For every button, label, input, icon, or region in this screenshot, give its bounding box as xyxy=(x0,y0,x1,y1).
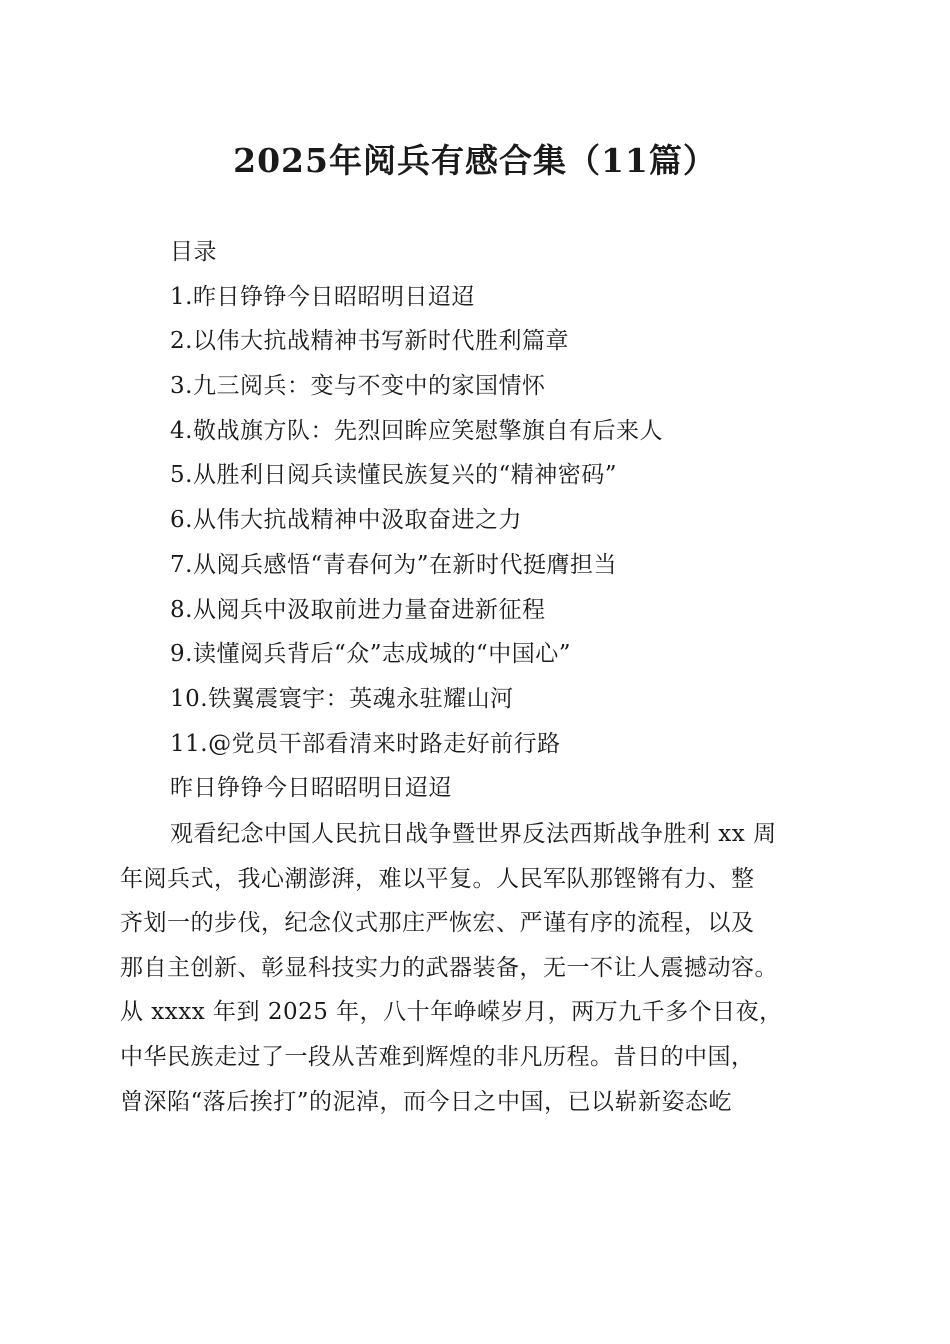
toc-item-9: 9.读懂阅兵背后“众”志成城的“中国心” xyxy=(170,641,571,668)
paragraph-line: 从 xxxx 年到 2025 年，八十年峥嵘岁月，两万九千多个日夜， xyxy=(120,999,783,1026)
toc-item-6: 6.从伟大抗战精神中汲取奋进之力 xyxy=(170,507,522,534)
paragraph-line: 年阅兵式，我心潮澎湃，难以平复。人民军队那铿锵有力、整 xyxy=(120,865,755,892)
toc-item-2: 2.以伟大抗战精神书写新时代胜利篇章 xyxy=(170,328,569,355)
toc-heading: 目录 xyxy=(170,239,217,265)
table-of-contents xyxy=(170,230,870,811)
toc-item-4: 4.敬战旗方队：先烈回眸应笑慰擎旗自有后来人 xyxy=(170,417,663,444)
paragraph-line: 那自主创新、彰显科技实力的武器装备，无一不让人震撼动容。 xyxy=(120,954,778,981)
body-paragraph xyxy=(120,812,835,1124)
paragraph-line: 中华民族走过了一段从苦难到辉煌的非凡历程。昔日的中国， xyxy=(120,1043,755,1070)
toc-item-3: 3.九三阅兵：变与不变中的家国情怀 xyxy=(170,373,546,400)
toc-item-10: 10.铁翼震寰宇：英魂永驻耀山河 xyxy=(170,685,514,712)
paragraph-line: 曾深陷“落后挨打”的泥淖，而今日之中国，已以崭新姿态屹 xyxy=(120,1088,733,1115)
toc-item-1: 1.昨日铮铮今日昭昭明日迢迢 xyxy=(170,283,475,310)
toc-item-7: 7.从阅兵感悟“青春何为”在新时代挺膺担当 xyxy=(170,551,617,578)
toc-item-5: 5.从胜利日阅兵读懂民族复兴的“精神密码” xyxy=(170,462,617,489)
toc-item-11: 11.@党员干部看清来时路走好前行路 xyxy=(170,730,561,757)
document-title: 2025年阅兵有感合集（11篇） xyxy=(233,141,717,180)
toc-item-8: 8.从阅兵中汲取前进力量奋进新征程 xyxy=(170,596,546,623)
paragraph-line: 观看纪念中国人民抗日战争暨世界反法西斯战争胜利 xx 周 xyxy=(170,821,777,847)
paragraph-line: 齐划一的步伐，纪念仪式那庄严恢宏、严谨有序的流程，以及 xyxy=(120,910,755,937)
section-title: 昨日铮铮今日昭昭明日迢迢 xyxy=(170,775,452,802)
